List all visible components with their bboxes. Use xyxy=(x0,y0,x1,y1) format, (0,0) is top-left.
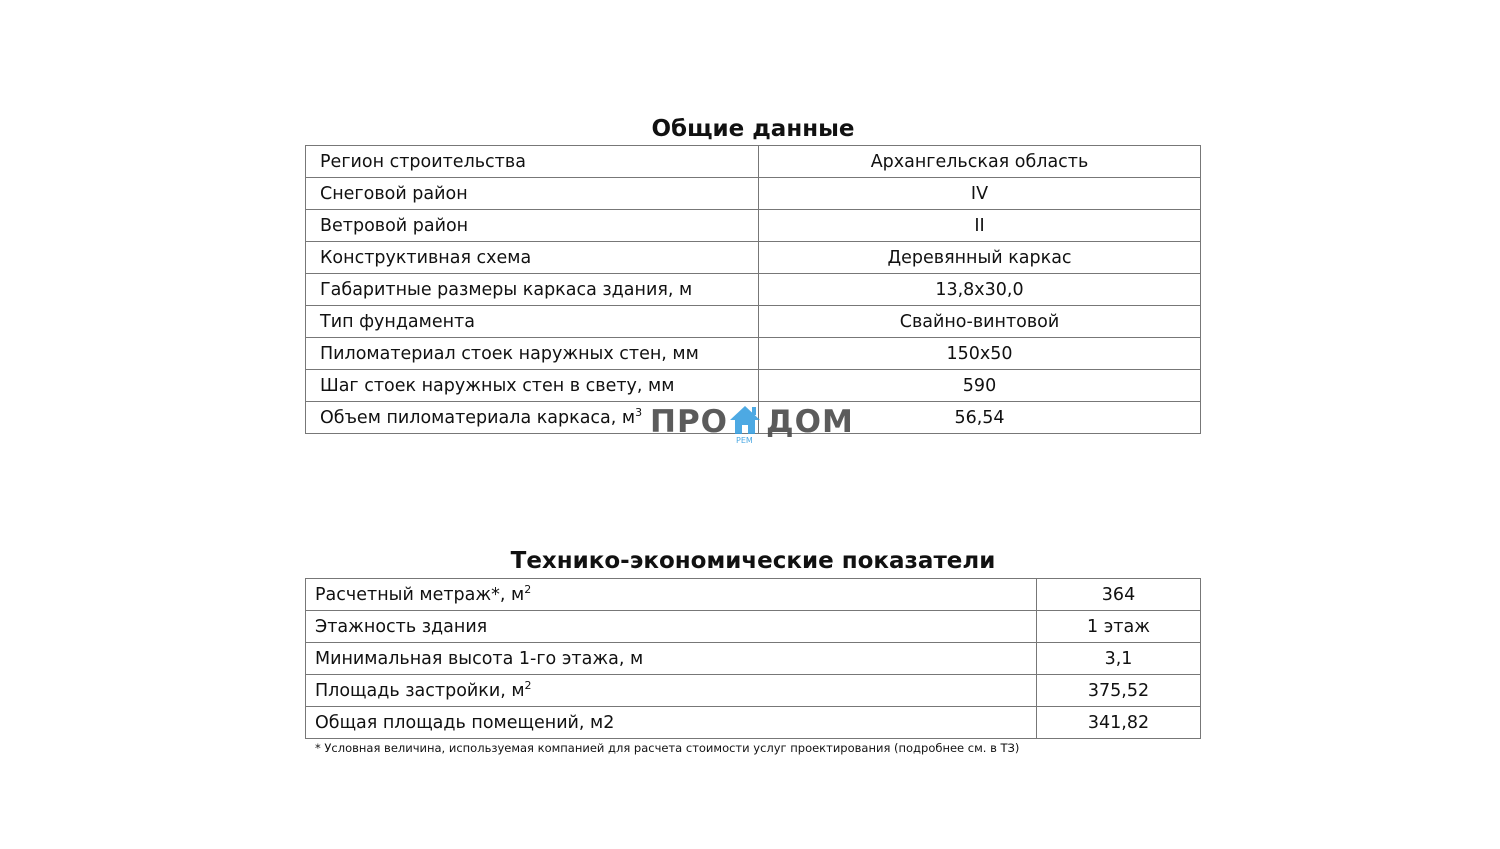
row-value: 13,8х30,0 xyxy=(759,274,1201,306)
row-label: Снеговой район xyxy=(306,178,759,210)
row-value: 375,52 xyxy=(1037,675,1201,707)
row-label-text: Расчетный метраж*, м xyxy=(315,584,525,605)
footnote: * Условная величина, используемая компанией для расчета стоимости услуг проектирования (подробнее см. в ТЗ) xyxy=(315,741,1020,755)
table-row xyxy=(306,611,1201,643)
row-value: 150х50 xyxy=(759,338,1201,370)
row-label: Этажность здания xyxy=(306,611,1037,643)
row-value: II xyxy=(759,210,1201,242)
row-label-text: Площадь застройки, м xyxy=(315,680,525,701)
table-row xyxy=(306,579,1201,611)
logo-text-right: ДОМ xyxy=(766,404,854,440)
row-value: 56,54 xyxy=(759,402,1201,434)
table-row xyxy=(306,274,1201,306)
table-row xyxy=(306,210,1201,242)
house-icon xyxy=(728,404,762,436)
row-value: 341,82 xyxy=(1037,707,1201,739)
row-label: Конструктивная схема xyxy=(306,242,759,274)
table-row xyxy=(306,675,1201,707)
superscript: 2 xyxy=(524,582,532,596)
row-value: 590 xyxy=(759,370,1201,402)
row-value: Свайно-винтовой xyxy=(759,306,1201,338)
watermark-logo xyxy=(650,402,854,448)
row-value: Деревянный каркас xyxy=(759,242,1201,274)
superscript: 2 xyxy=(524,678,532,692)
row-label: Регион строительства xyxy=(306,146,759,178)
row-value: 1 этаж xyxy=(1037,611,1201,643)
row-value: IV xyxy=(759,178,1201,210)
table-row xyxy=(306,370,1201,402)
indicators-title: Технико-экономические показатели xyxy=(510,548,996,574)
superscript: 3 xyxy=(635,405,643,419)
table-row xyxy=(306,643,1201,675)
row-label: Тип фундамента xyxy=(306,306,759,338)
row-value: 364 xyxy=(1037,579,1201,611)
table-row xyxy=(306,707,1201,739)
row-value: 3,1 xyxy=(1037,643,1201,675)
row-label: Общая площадь помещений, м2 xyxy=(306,707,1037,739)
logo-text-left: ПРО xyxy=(650,404,729,440)
row-label: Минимальная высота 1-го этажа, м xyxy=(306,643,1037,675)
row-label: Ветровой район xyxy=(306,210,759,242)
indicators-table xyxy=(305,578,1201,739)
table-row xyxy=(306,338,1201,370)
row-label: Шаг стоек наружных стен в свету, мм xyxy=(306,370,759,402)
logo-small-text: РЕМ xyxy=(736,436,753,445)
row-label: Габаритные размеры каркаса здания, м xyxy=(306,274,759,306)
table-row xyxy=(306,242,1201,274)
table-row xyxy=(306,178,1201,210)
row-label xyxy=(306,675,1037,707)
row-value: Архангельская область xyxy=(759,146,1201,178)
general-data-table xyxy=(305,145,1201,434)
table-row xyxy=(306,306,1201,338)
row-label xyxy=(306,579,1037,611)
table-row xyxy=(306,146,1201,178)
general-data-title: Общие данные xyxy=(651,116,855,142)
row-label-text: Объем пиломатериала каркаса, м xyxy=(320,407,636,428)
row-label: Пиломатериал стоек наружных стен, мм xyxy=(306,338,759,370)
